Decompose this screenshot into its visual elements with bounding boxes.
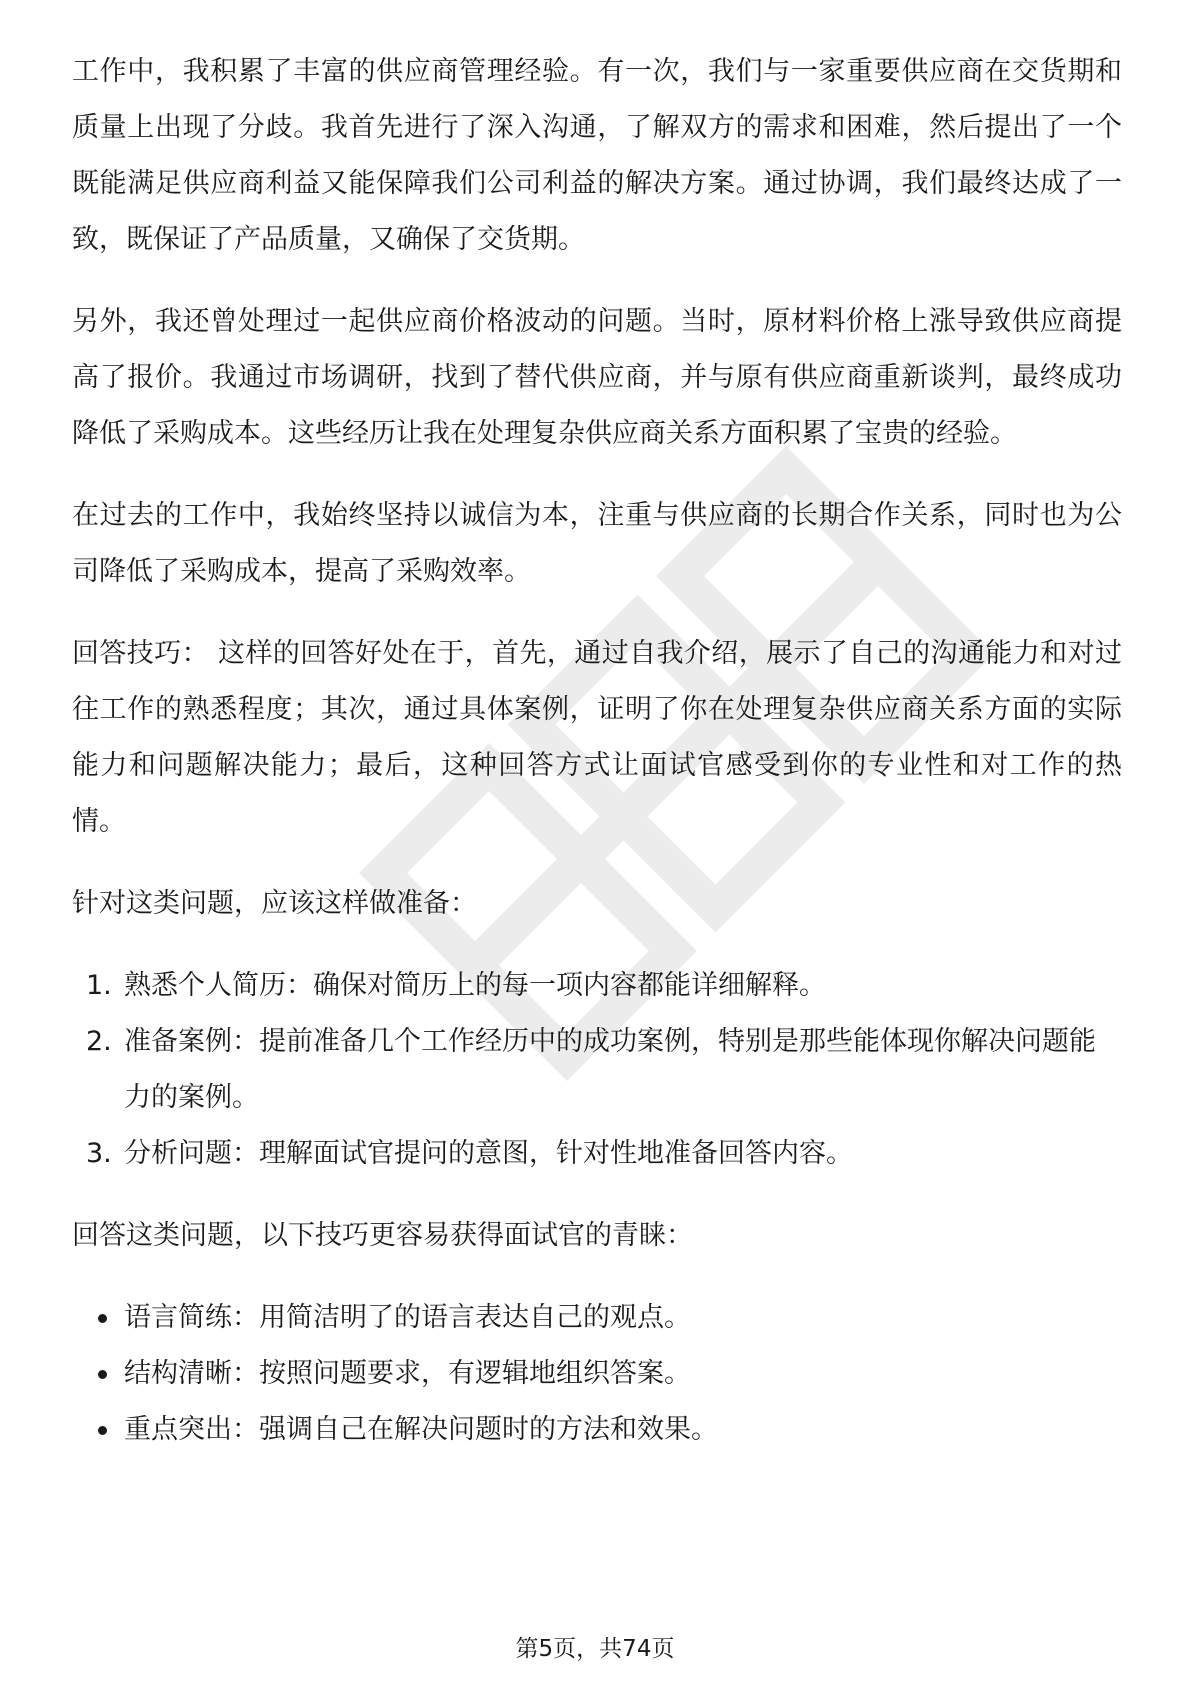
list-item-text: 熟悉个人简历：确保对简历上的每一项内容都能详细解释。	[124, 970, 826, 1001]
list-item	[72, 1346, 1122, 1402]
paragraph-price-fluctuation: 另外，我还曾处理过一起供应商价格波动的问题。当时，原材料价格上涨导致供应商提高了报价。我通过市场调研，找到了替代供应商，并与原有供应商重新谈判，最终成功降低了采购成本。这些经历让我在处理复杂供应商关系方面积累了宝贵的经验。	[72, 306, 1122, 449]
paragraph-supplier-experience: 工作中，我积累了丰富的供应商管理经验。有一次，我们与一家重要供应商在交货期和质量上出现了分歧。我首先进行了深入沟通，了解双方的需求和困难，然后提出了一个既能满足供应商利益又能保障我们公司利益的解决方案。通过协调，我们最终达成了一致，既保证了产品质量，又确保了交货期。	[72, 56, 1122, 255]
list-number: 1.	[86, 970, 112, 1001]
bullet-icon	[98, 1426, 107, 1435]
list-item-text: 准备案例：提前准备几个工作经历中的成功案例，特别是那些能体现你解决问题能力的案例。	[124, 1026, 1096, 1113]
paragraph-integrity: 在过去的工作中，我始终坚持以诚信为本，注重与供应商的长期合作关系，同时也为公司降低了采购成本，提高了采购效率。	[72, 500, 1122, 587]
paragraph-answer-tips: 回答技巧： 这样的回答好处在于，首先，通过自我介绍，展示了自己的沟通能力和对过往工作的熟悉程度；其次，通过具体案例，证明了你在处理复杂供应商关系方面的实际能力和问题解决能力；最后，这种回答方式让面试官感受到你的专业性和对工作的热情。	[72, 638, 1122, 837]
paragraph-preparation-intro: 针对这类问题，应该这样做准备：	[72, 888, 477, 919]
list-item	[72, 1402, 1122, 1458]
list-item	[72, 1290, 1122, 1346]
bullet-icon	[98, 1314, 107, 1323]
list-number: 3.	[86, 1138, 112, 1169]
list-item	[72, 958, 1122, 1014]
list-item-text: 结构清晰：按照问题要求，有逻辑地组织答案。	[124, 1358, 691, 1389]
list-number: 2.	[86, 1026, 112, 1057]
list-item-text: 重点突出：强调自己在解决问题时的方法和效果。	[124, 1414, 718, 1445]
list-item	[72, 1126, 1122, 1182]
list-item-text: 分析问题：理解面试官提问的意图，针对性地准备回答内容。	[124, 1138, 853, 1169]
list-item-text: 语言简练：用简洁明了的语言表达自己的观点。	[124, 1302, 691, 1333]
bullet-icon	[98, 1370, 107, 1379]
preparation-list	[72, 958, 1122, 1182]
list-item	[72, 1014, 1122, 1126]
paragraph-tips-intro: 回答这类问题，以下技巧更容易获得面试官的青睐：	[72, 1220, 693, 1251]
tips-list	[72, 1290, 1122, 1458]
page-number: 第5页，共74页	[515, 1636, 675, 1662]
document-body	[72, 44, 1122, 1484]
